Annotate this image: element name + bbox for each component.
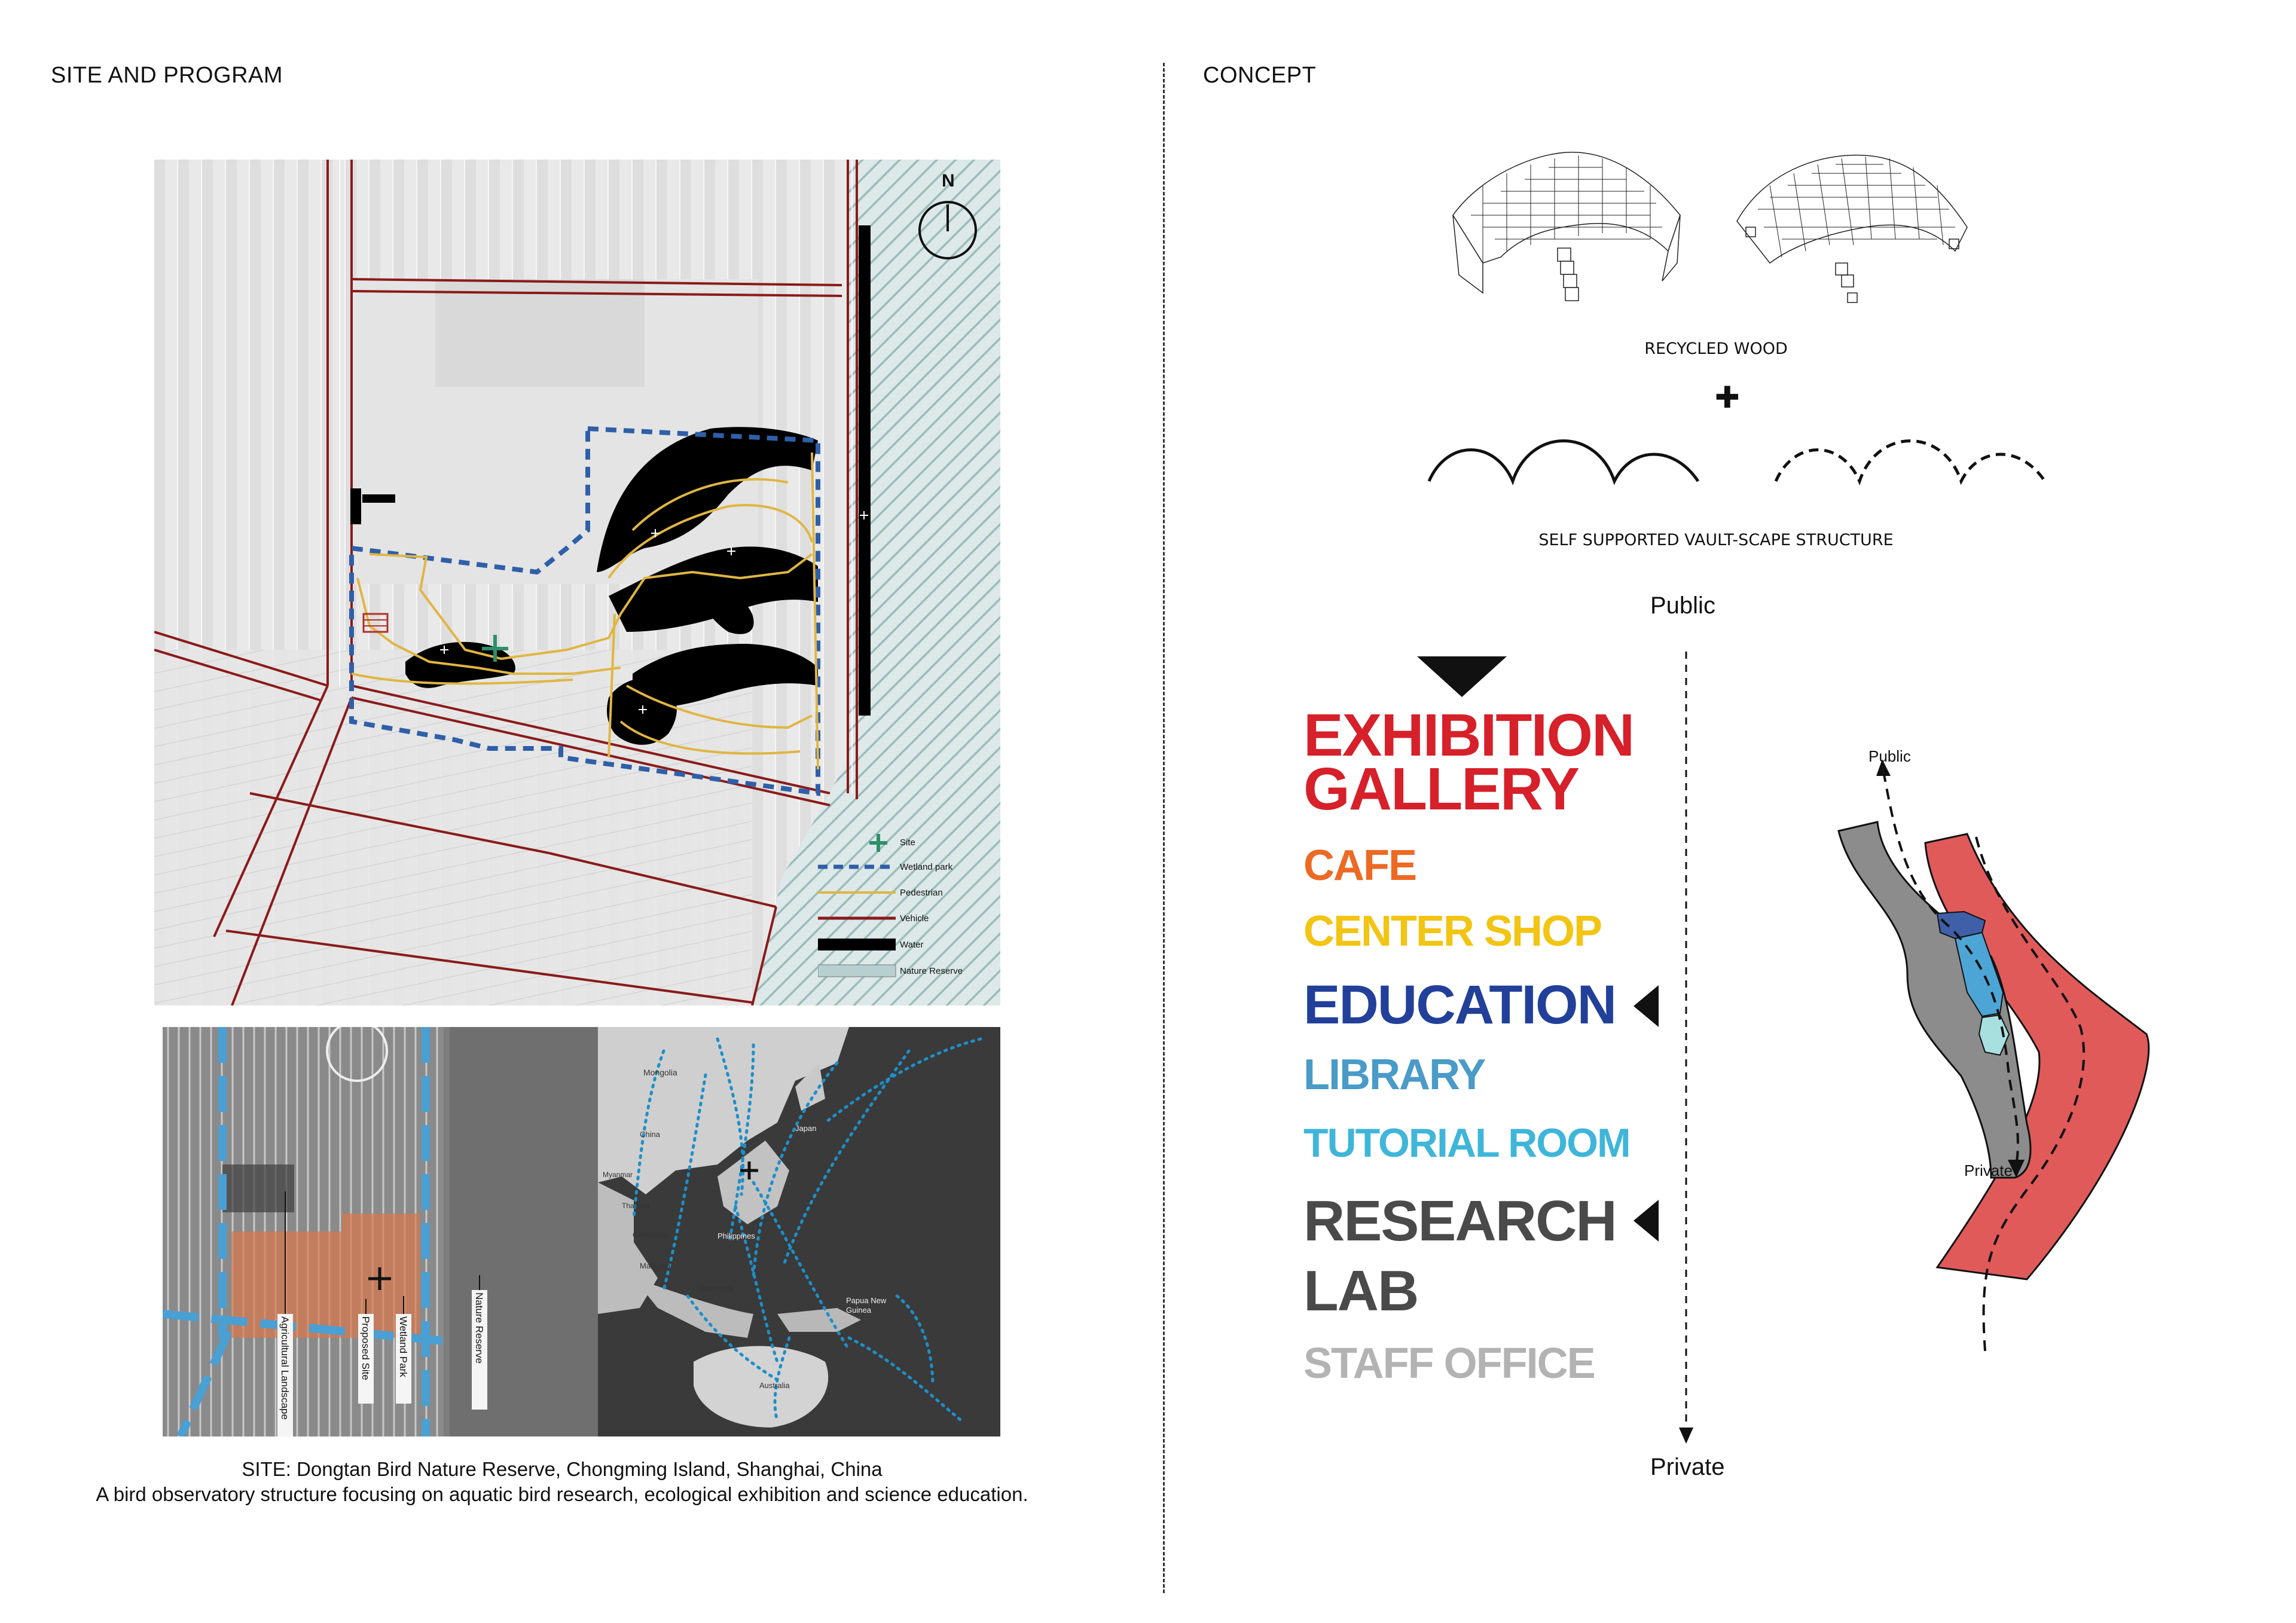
map-label-japan: Japan <box>795 1124 817 1133</box>
education-pointer-icon <box>1634 985 1659 1027</box>
program-center-shop: CENTER SHOP <box>1303 907 1602 955</box>
vault-arch-diagram <box>1423 415 2057 487</box>
program-tutorial-room: TUTORIAL ROOM <box>1303 1120 1630 1166</box>
flow-private-label: Private <box>1964 1162 2013 1179</box>
section-divider <box>1163 63 1165 1593</box>
section-title-concept: CONCEPT <box>1203 63 1317 88</box>
public-private-arrow <box>1674 652 1698 1447</box>
map-label-mongolia: Mongolia <box>643 1068 677 1077</box>
section-title-site: SITE AND PROGRAM <box>51 63 283 88</box>
map-label-china: China <box>640 1130 660 1139</box>
site-caption-line2: A bird observatory structure focusing on aquatic bird research, ecological exhibition and science education. <box>96 1483 1028 1505</box>
map-label-indonesia: Indonesia <box>700 1284 734 1293</box>
map-label-myanmar: Myanmar <box>603 1170 633 1179</box>
label-wetland-park: Wetland Park <box>398 1316 409 1377</box>
legend-water-label: Water <box>900 940 924 950</box>
map-label-thailand: Thailand <box>622 1202 650 1210</box>
map-label-malaysia: Malaysia <box>640 1261 671 1270</box>
site-caption-line1: SITE: Dongtan Bird Nature Reserve, Chongming Island, Shanghai, China <box>242 1458 883 1480</box>
legend-vehicle-label: Vehicle <box>900 913 929 924</box>
legend-pedestrian-label: Pedestrian <box>900 888 943 898</box>
research-pointer-icon <box>1634 1200 1659 1242</box>
label-proposed-site: Proposed Site <box>360 1316 371 1380</box>
map-label-cambodia: Cambodia <box>633 1230 668 1239</box>
program-staff-office: STAFF OFFICE <box>1303 1340 1595 1387</box>
north-label: N <box>942 171 955 191</box>
program-exhibition: EXHIBITION <box>1303 702 1634 769</box>
program-education: EDUCATION <box>1303 974 1616 1035</box>
circulation-flow-diagram <box>1812 741 2230 1363</box>
private-label: Private <box>1650 1454 1725 1480</box>
public-label: Public <box>1650 592 1715 619</box>
map-label-papua: Papua New Guinea <box>846 1296 887 1315</box>
program-library: LIBRARY <box>1303 1051 1485 1099</box>
legend-wetland-label: Wetland park <box>900 862 953 872</box>
down-triangle-icon <box>1417 656 1507 698</box>
recycled-wood-vaults-illustration <box>1447 149 1973 317</box>
program-cafe: CAFE <box>1303 842 1416 890</box>
program-gallery: GALLERY <box>1303 756 1579 823</box>
label-agricultural: Agricultural Landscape <box>279 1316 291 1420</box>
map-label-australia: Australia <box>759 1381 790 1390</box>
site-aerial-map <box>163 1027 602 1436</box>
plus-icon: ✚ <box>1715 381 1740 414</box>
legend-reserve-label: Nature Reserve <box>900 966 963 976</box>
map-label-philippines: Philippines <box>718 1231 755 1240</box>
legend-site-label: Site <box>900 838 915 848</box>
label-nature-reserve: Nature Reserve <box>474 1292 485 1364</box>
vault-structure-label: SELF SUPPORTED VAULT-SCAPE STRUCTURE <box>1538 531 1894 549</box>
flow-public-label: Public <box>1868 747 1911 765</box>
program-research: RESEARCH <box>1303 1189 1616 1253</box>
recycled-wood-label: RECYCLED WOOD <box>1644 340 1788 358</box>
program-lab: LAB <box>1303 1259 1418 1323</box>
